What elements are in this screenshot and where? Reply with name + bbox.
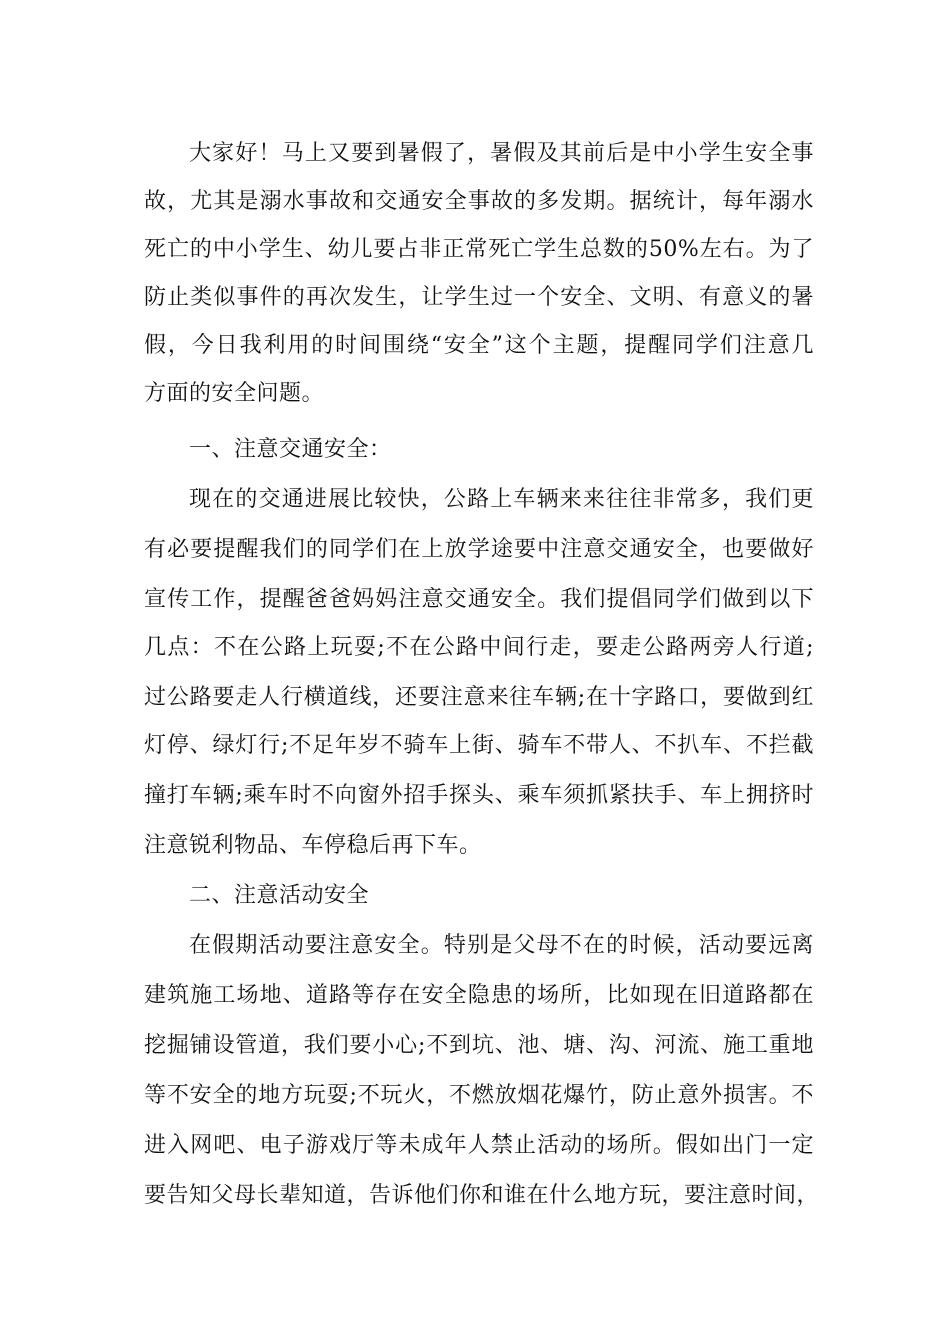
text-line: 有必要提醒我们的同学们在上放学途要中注意交通安全，也要做好 — [144, 537, 814, 562]
text-line: 防止类似事件的再次发生，让学生过一个安全、文明、有意义的暑 — [144, 285, 814, 310]
text-line: 灯停、绿灯行;不足年岁不骑车上街、骑车不带人、不扒车、不拦截 — [144, 733, 814, 758]
text-line: 挖掘铺设管道，我们要小心;不到坑、池、塘、沟、河流、施工重地 — [144, 1033, 814, 1058]
text-line: 方面的安全问题。 — [144, 381, 325, 406]
text-line: 几点：不在公路上玩耍;不在公路中间行走，要走公路两旁人行道; — [144, 635, 814, 660]
section-heading: 二、注意活动安全 — [189, 883, 370, 908]
text-line: 要告知父母长辈知道，告诉他们你和谁在什么地方玩，要注意时间， — [144, 1183, 820, 1208]
text-line: 进入网吧、电子游戏厅等未成年人禁止活动的场所。假如出门一定 — [144, 1133, 814, 1158]
text-line: 死亡的中小学生、幼儿要占非正常死亡学生总数的50%左右。为了 — [144, 237, 814, 262]
text-line: 假，今日我利用的时间围绕“安全”这个主题，提醒同学们注意几 — [144, 333, 814, 358]
text-line: 宣传工作，提醒爸爸妈妈注意交通安全。我们提倡同学们做到以下 — [144, 587, 814, 612]
section-heading: 一、注意交通安全： — [189, 437, 392, 462]
text-line: 等不安全的地方玩耍;不玩火，不燃放烟花爆竹，防止意外损害。不 — [144, 1083, 814, 1108]
text-line: 撞打车辆;乘车时不向窗外招手探头、乘车须抓紧扶手、车上拥挤时 — [144, 783, 814, 808]
text-line: 过公路要走人行横道线，还要注意来往车辆;在十字路口，要做到红 — [144, 685, 814, 710]
text-line: 大家好！马上又要到暑假了，暑假及其前后是中小学生安全事 — [189, 141, 814, 166]
text-line: 建筑施工场地、道路等存在安全隐患的场所，比如现在旧道路都在 — [144, 983, 814, 1008]
text-line: 注意锐利物品、车停稳后再下车。 — [144, 833, 482, 858]
text-line: 在假期活动要注意安全。特别是父母不在的时候，活动要远离 — [189, 933, 814, 958]
text-line: 现在的交通进展比较快，公路上车辆来来往往非常多，我们更 — [189, 487, 814, 512]
text-line: 故，尤其是溺水事故和交通安全事故的多发期。据统计，每年溺水 — [144, 189, 814, 214]
